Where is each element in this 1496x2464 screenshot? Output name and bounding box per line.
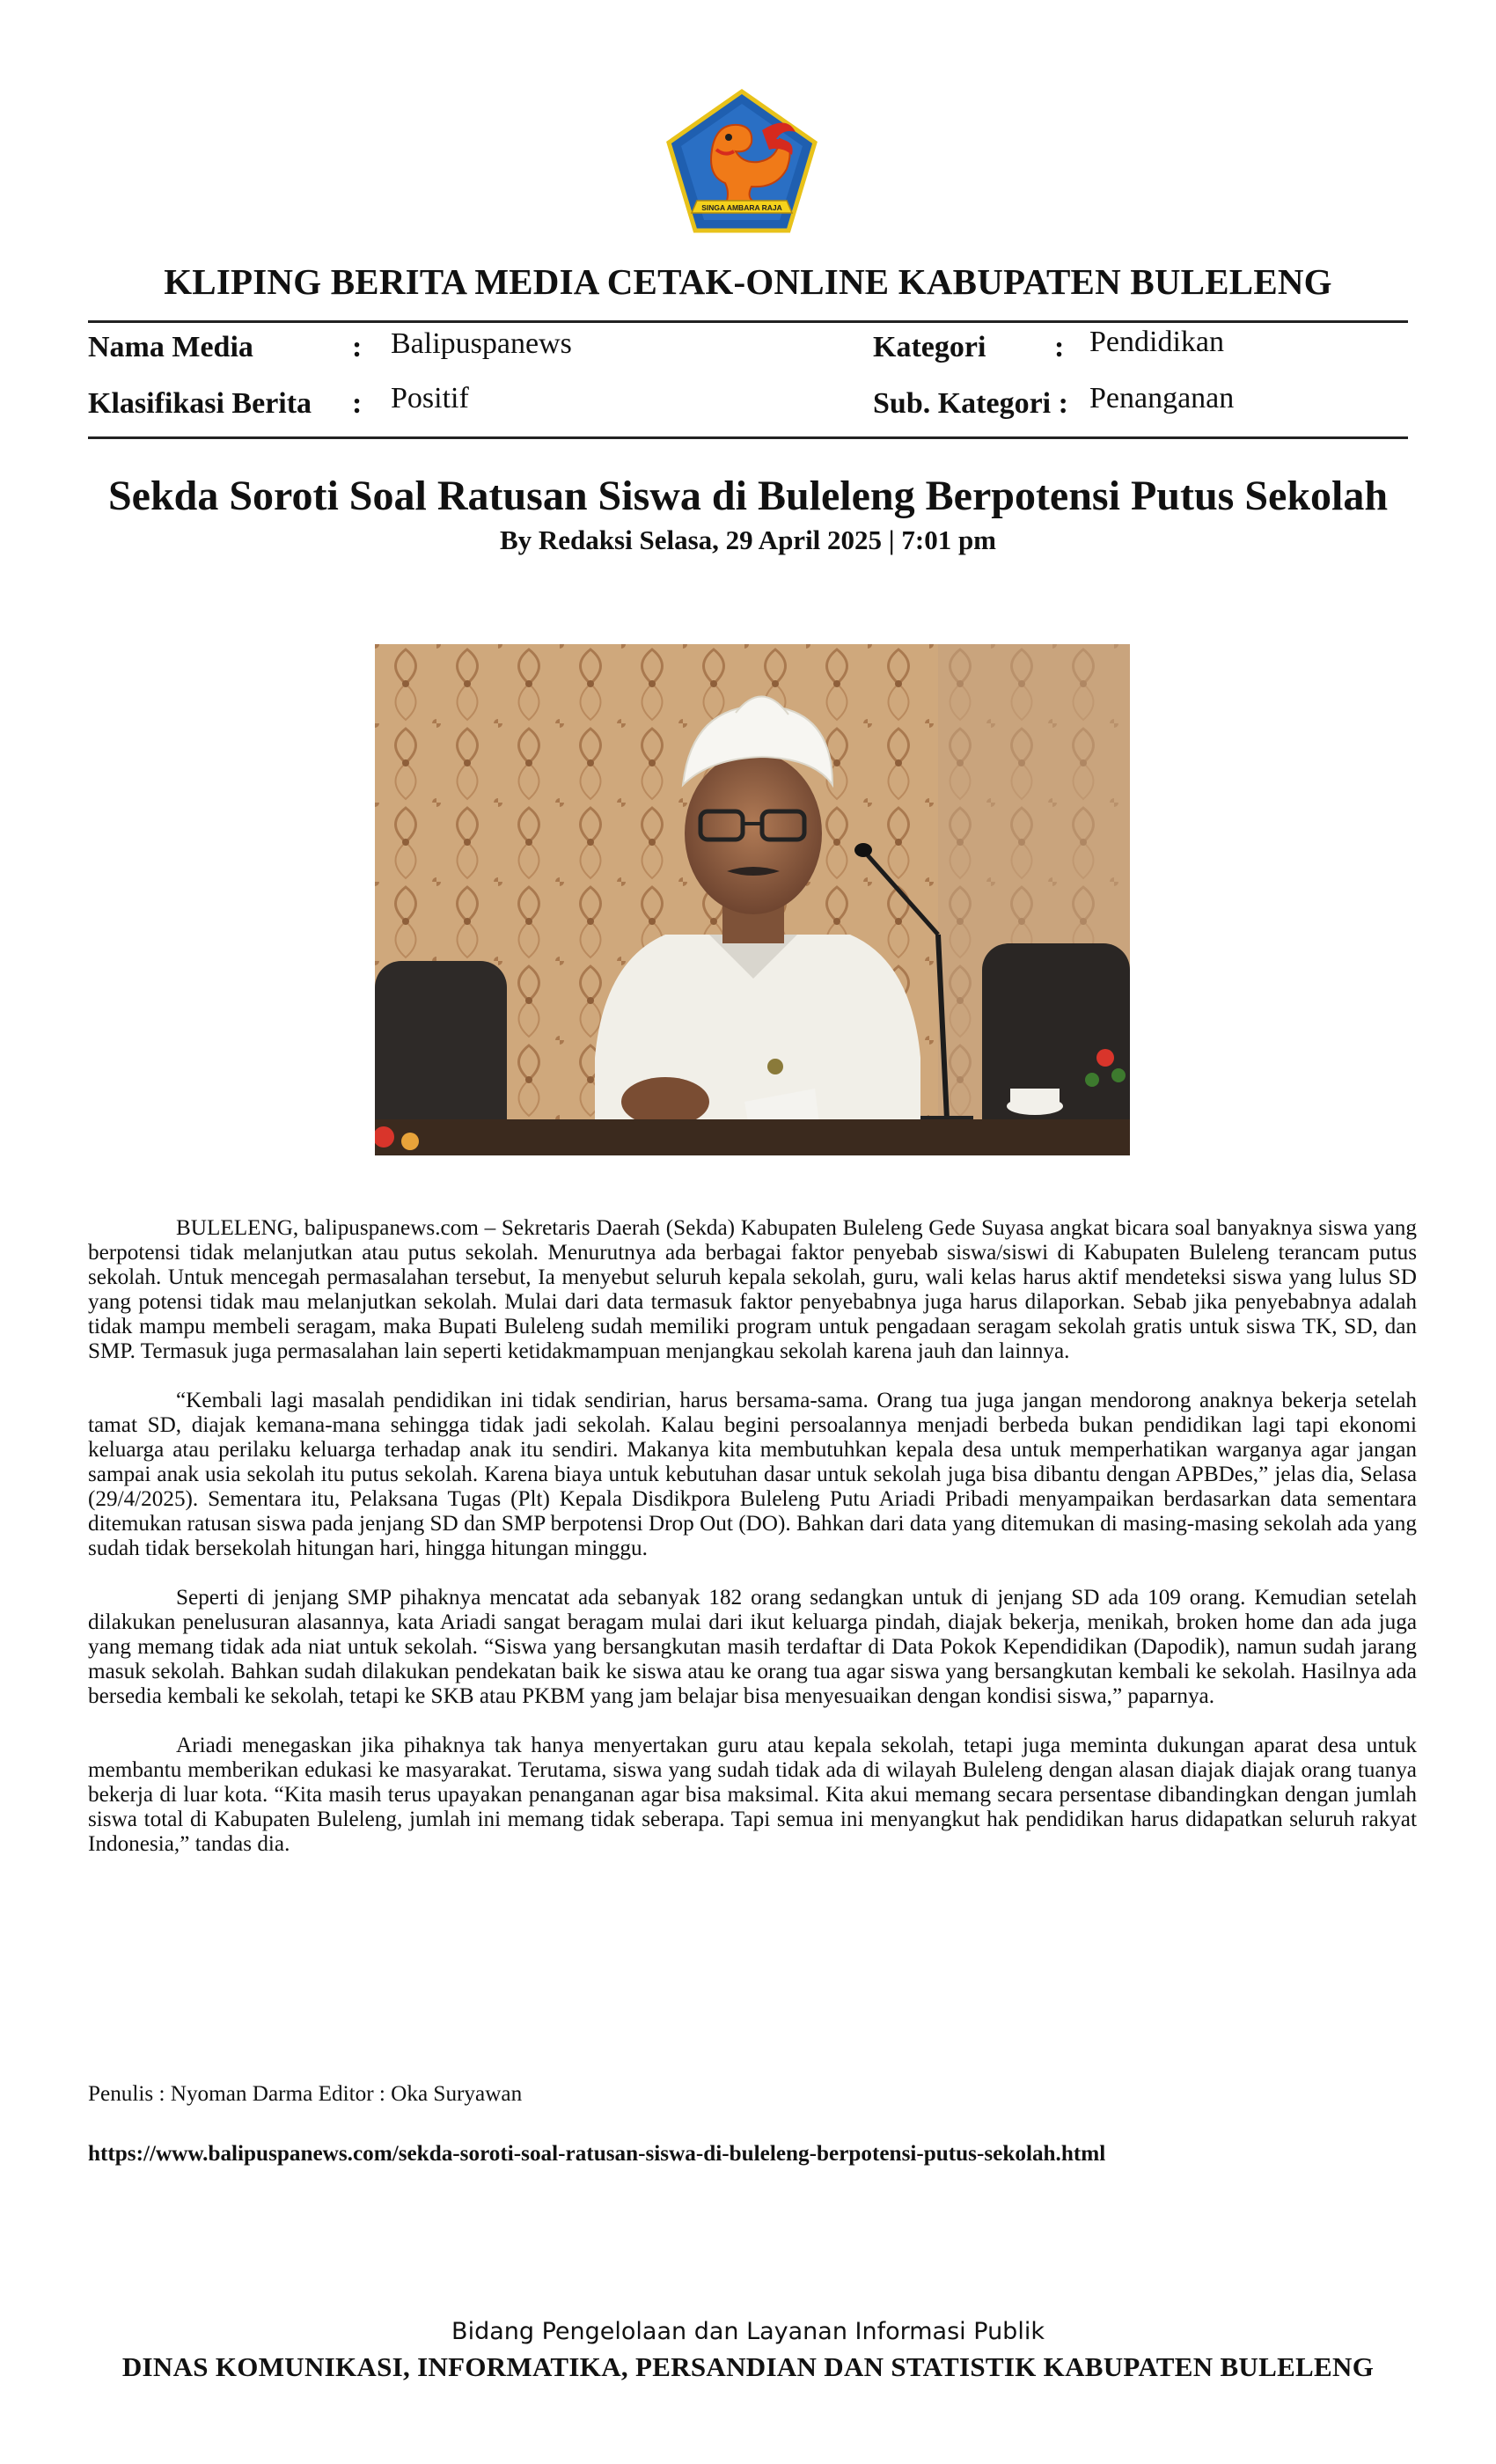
divider-bottom — [88, 436, 1408, 439]
article-paragraph: BULELENG, balipuspanews.com – Sekretaris Daerah (Sekda) Kabupaten Buleleng Gede Suyasa angkat bicara soal banyaknya siswa yang berpotensi tidak melanjutkan atau putus sekolah. Menurutnya ada berbagai faktor penyebab siswa/siswi di Kabupaten Buleleng terancam putus sekolah. Untuk mencegah permasalahan tersebut, Ia menyebut seluruh kepala sekolah, guru, wali kelas harus aktif mendeteksi siswa yang lulus SD yang potensi tidak mau melanjutkan sekolah. Mulai dari data termasuk faktor penyebabnya juga harus dilaporkan. Sebab jika penyebabnya adalah tidak mampu membeli seragam, maka Bupati Buleleng sudah memiliki program untuk pengadaan seragam sekolah gratis untuk siswa TK, SD, dan SMP. Termasuk juga permasalahan lain seperti ketidakmampuan menjangkau sekolah karena jauh dan lainnya. — [88, 1216, 1417, 1363]
footer-agency: DINAS KOMUNIKASI, INFORMATIKA, PERSANDIAN DAN STATISTIK KABUPATEN BULELENG — [121, 2351, 1375, 2382]
kategori-value: Pendidikan — [1089, 326, 1224, 358]
klasifikasi-value: Positif — [391, 382, 469, 414]
document-title: KLIPING BERITA MEDIA CETAK-ONLINE KABUPATEN BULELENG — [164, 261, 1332, 302]
article-paragraph: Seperti di jenjang SMP pihaknya mencatat ada sebanyak 182 orang sedangkan untuk di jenjang SD ada 109 orang. Kemudian setelah dilakukan penelusuran alasannya, kata Ariadi sangat beragam mulai dari ikut keluarga pindah, diajak bekerja, menikah, broken home dan ada juga yang memang tidak ada niat untuk sekolah. “Siswa yang bersangkutan masih terdaftar di Data Pokok Kependidikan (Dapodik), namun sudah jarang masuk sekolah. Bahkan sudah dilakukan pendekatan baik ke siswa atau ke orang tua agar siswa yang bersangkutan kembali ke sekolah. Hasilnya ada bersedia kembali ke sekolah, tetapi ke SKB atau PKBM yang jam belajar bisa menyesuaikan dengan kondisi siswa,” paparnya. — [88, 1586, 1417, 1708]
sub-kategori-value: Penanganan — [1089, 382, 1235, 414]
sub-kategori-label: Sub. Kategori : — [873, 387, 1068, 420]
nama-media-label: Nama Media — [88, 331, 253, 363]
footer-division: Bidang Pengelolaan dan Layanan Informasi Publik — [451, 2318, 1045, 2345]
nama-media-value: Balipuspanews — [391, 327, 572, 360]
nama-media-colon: : — [352, 331, 363, 363]
article-paragraph: Ariadi menegaskan jika pihaknya tak hanya menyertakan guru atau kepala sekolah, tetapi juga meminta dukungan aparat desa untuk membantu memberikan edukasi ke masyarakat. Terutama, siswa yang sudah tidak ada di wilayah Buleleng dengan alasan diajak diajak orang tuanya bekerja di luar kota. “Kita masih terus upayakan penanganan agar bisa maksimal. Kita akui memang secara persentase dibandingkan dengan jumlah siswa total di Kabupaten Buleleng, jumlah ini memang tidak seberapa. Tapi semua ini menyangkut hak pendidikan harus didapatkan seluruh rakyat Indonesia,” tandas dia. — [88, 1734, 1417, 1856]
buleleng-coat-of-arms-icon — [664, 88, 820, 236]
divider-top — [88, 320, 1408, 323]
official-speaking-at-microphone-photo — [375, 644, 1130, 1155]
article-source-url: https://www.balipuspanews.com/sekda-soroti-soal-ratusan-siswa-di-buleleng-berpotensi-putus-sekolah.html — [88, 2142, 1106, 2166]
klasifikasi-colon: : — [352, 387, 363, 420]
kategori-colon: : — [1054, 331, 1065, 363]
article-byline: By Redaksi Selasa, 29 April 2025 | 7:01 pm — [499, 524, 997, 555]
klasifikasi-label: Klasifikasi Berita — [88, 387, 312, 420]
article-headline: Sekda Soroti Soal Ratusan Siswa di Buleleng Berpotensi Putus Sekolah — [107, 473, 1389, 519]
article-body — [88, 1216, 1417, 1881]
logo-motto: SINGA AMBARA RAJA — [701, 203, 782, 212]
article-paragraph: “Kembali lagi masalah pendidikan ini tidak sendirian, harus bersama-sama. Orang tua juga jangan mendorong anaknya bekerja setelah tamat SD, diajak kemana-mana sehingga tidak jadi sekolah. Kalau begini persoalannya menjadi berbeda bukan pendidikan lagi tapi ekonomi keluarga atau perilaku keluarga terhadap anak itu sendiri. Makanya kita membutuhkan kepala desa untuk memperhatikan warganya agar jangan sampai anak usia sekolah itu putus sekolah. Karena biaya untuk kebutuhan dasar untuk sekolah juga bisa dibantu dengan APBDes,” jelas dia, Selasa (29/4/2025). Sementara itu, Pelaksana Tugas (Plt) Kepala Disdikpora Buleleng Putu Ariadi Pribadi menyampaikan berdasarkan data sementara ditemukan ratusan siswa pada jenjang SD dan SMP berpotensi Drop Out (DO). Bahkan dari data yang ditemukan di masing-masing sekolah ada yang sudah tidak bersekolah hitungan hari, hingga hitungan minggu. — [88, 1389, 1417, 1560]
kategori-label: Kategori — [873, 331, 986, 363]
article-credits: Penulis : Nyoman Darma Editor : Oka Suryawan — [88, 2082, 523, 2106]
